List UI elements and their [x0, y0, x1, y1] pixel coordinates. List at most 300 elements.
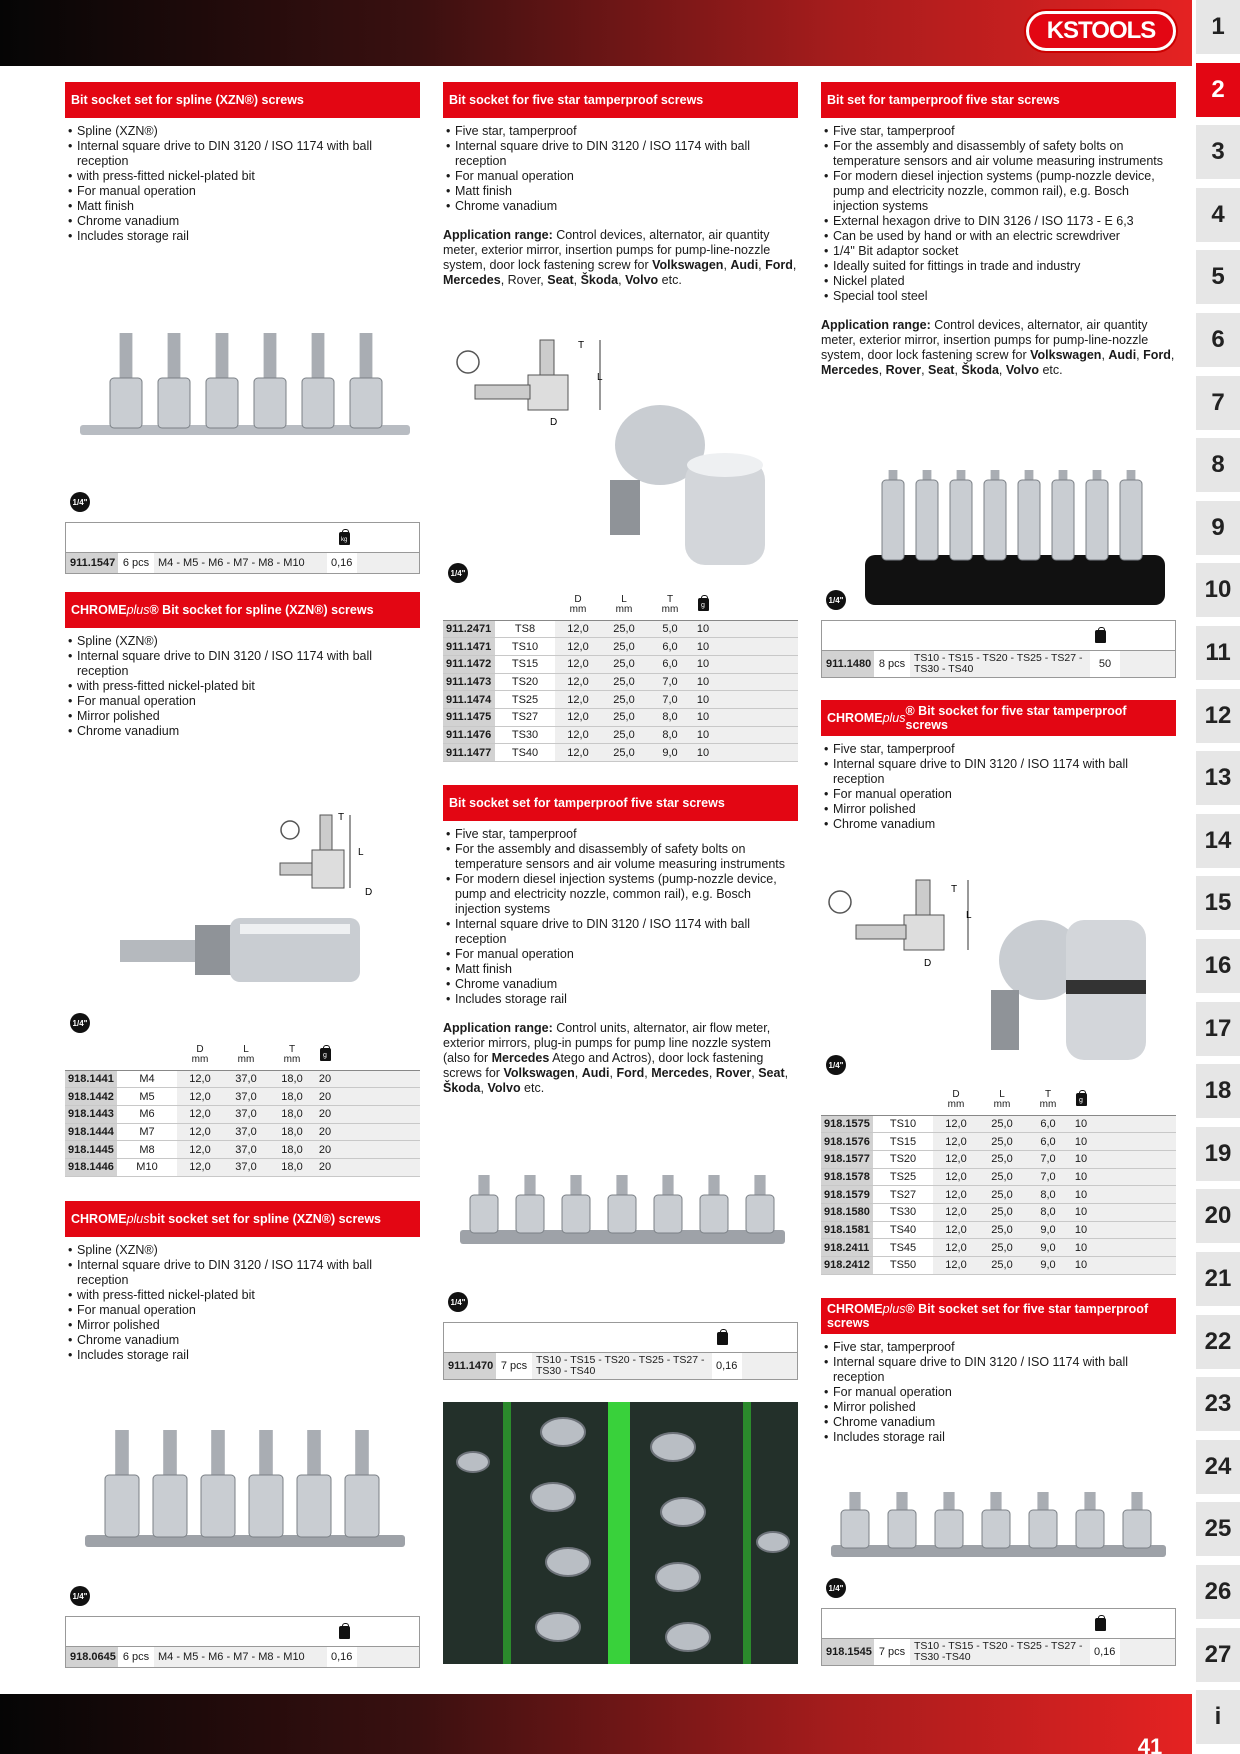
table-cell: 37,0	[223, 1088, 269, 1106]
feature-item: • For manual operation	[65, 694, 420, 709]
table-cell: 9,0	[1025, 1221, 1071, 1239]
socket-rail-illustration	[826, 1470, 1171, 1570]
table-cell: 10	[693, 620, 713, 638]
table-row	[821, 1168, 1176, 1186]
article-number: 918.2411	[821, 1239, 873, 1257]
table-cell: 25,0	[979, 1239, 1025, 1257]
feature-list	[821, 1340, 1176, 1445]
table-row	[821, 1115, 1176, 1133]
table-cell: M6	[117, 1105, 177, 1123]
bit-tip	[943, 1492, 954, 1510]
weight-value: 0,16	[331, 1651, 353, 1663]
feature-item: • For manual operation	[443, 169, 798, 184]
drive-size-badge: 1/4"	[826, 1578, 846, 1598]
piece-count: 6 pcs	[122, 1651, 150, 1663]
table-cell: 25,0	[601, 744, 647, 762]
table-cell: TS30	[873, 1203, 933, 1221]
chapter-tab-8[interactable]: 8	[1196, 438, 1240, 496]
table-row	[443, 673, 798, 691]
page-number: 41	[1137, 1734, 1163, 1754]
bit-tip	[990, 1492, 1001, 1510]
feature-item: • Spline (XZN®)	[65, 1243, 420, 1258]
socket	[950, 480, 972, 560]
chapter-tab-9[interactable]: 9	[1196, 501, 1240, 559]
socket	[158, 378, 190, 428]
text-fragment: ,	[708, 1066, 716, 1080]
drive-size-badge: 1/4"	[70, 1013, 90, 1033]
weight-g-icon: g	[1071, 1085, 1091, 1115]
table-row	[443, 726, 798, 744]
feature-item: • External hexagon drive to DIN 3126 / ISO 1173 - E 6,3	[821, 214, 1176, 229]
feature-item: • Spline (XZN®)	[65, 124, 420, 139]
table-cell: 25,0	[601, 655, 647, 673]
article-number: 918.1575	[821, 1115, 873, 1133]
product-chromeplus-five-star-set	[821, 1298, 1176, 1445]
brand-name: Volvo	[1005, 363, 1039, 377]
section-title: Bit socket set for tamperproof five star screws	[443, 785, 798, 821]
brand-name: Ford	[616, 1066, 645, 1080]
brand-name: Škoda	[443, 1081, 481, 1095]
chapter-tab-13[interactable]: 13	[1196, 751, 1240, 809]
table-cell: 7,0	[1025, 1150, 1071, 1168]
table-cell: 8,0	[647, 726, 693, 744]
bit-tip	[216, 333, 229, 378]
weight-g-icon	[1095, 630, 1106, 643]
sockets-on-rack-photo	[443, 1402, 798, 1664]
column-header: T mm	[1025, 1085, 1071, 1115]
feature-list	[443, 827, 798, 1007]
feature-item: • Chrome vanadium	[443, 977, 798, 992]
feature-item: • Five star, tamperproof	[821, 742, 1176, 757]
brand-name: Rover	[715, 1066, 752, 1080]
socket	[350, 378, 382, 428]
table-cell: 18,0	[269, 1141, 315, 1159]
table-cell: 20	[315, 1123, 335, 1141]
table-cell: 12,0	[933, 1115, 979, 1133]
feature-item: • Includes storage rail	[65, 1348, 420, 1363]
section-title: CHROME plus ® Bit socket for spline (XZN®) screws	[65, 592, 420, 628]
column-header: T mm	[269, 1040, 315, 1070]
article-number: 918.1580	[821, 1203, 873, 1221]
application-range: Application range: Control devices, alternator, air quantity meter, exterior mirror, insertion pumps for pump-line-nozzle system, door lock fastening screw for Volkswagen, Audi, Ford, Mercedes, Rover, Seat, Škoda, Volvo etc.	[821, 318, 1175, 377]
feature-item: • Internal square drive to DIN 3120 / ISO 1174 with ball reception	[443, 917, 798, 947]
chapter-tab-22[interactable]: 22	[1196, 1315, 1240, 1373]
table-cell: TS40	[873, 1221, 933, 1239]
feature-item: • For manual operation	[821, 1385, 1176, 1400]
table-cell: 12,0	[933, 1133, 979, 1151]
table-cell: 18,0	[269, 1088, 315, 1106]
table-cell: 25,0	[979, 1115, 1025, 1133]
product-chromeplus-five-star-socket	[821, 700, 1176, 832]
brand-name: Ford	[765, 258, 793, 272]
product-image-chromeplus-five-star-rail	[826, 1470, 1171, 1570]
product-chromeplus-spline-socket	[65, 592, 420, 739]
table-cell: 10	[1071, 1150, 1091, 1168]
bit-tip	[360, 333, 373, 378]
feature-item: • Five star, tamperproof	[821, 124, 1176, 139]
text-fragment: ,	[751, 1066, 759, 1080]
table-cell: 12,0	[555, 620, 601, 638]
feature-item: • Chrome vanadium	[821, 1415, 1176, 1430]
brand-name: Ford	[1143, 348, 1171, 362]
socket	[562, 1195, 590, 1233]
table-cell: TS10	[873, 1115, 933, 1133]
text-fragment: etc.	[520, 1081, 545, 1095]
feature-item: • Mirror polished	[65, 1318, 420, 1333]
table-cell: M4	[117, 1070, 177, 1088]
section-title: CHROME plus bit socket set for spline (XZN®) screws	[65, 1201, 420, 1237]
table-row	[65, 1141, 420, 1159]
table-cell: 12,0	[555, 744, 601, 762]
bit-tip	[923, 470, 932, 480]
table-row	[821, 1186, 1176, 1204]
bit-tip	[570, 1175, 581, 1195]
feature-item: • Matt finish	[443, 962, 798, 977]
table-cell: TS10	[495, 638, 555, 656]
table-cell: 7,0	[647, 673, 693, 691]
table-cell: 12,0	[555, 726, 601, 744]
brand-name: Volvo	[625, 273, 659, 287]
svg-text:D: D	[924, 958, 932, 969]
text-fragment: ,	[921, 363, 929, 377]
feature-item: • Spline (XZN®)	[65, 634, 420, 649]
table-cell: 12,0	[555, 708, 601, 726]
feature-item: • Includes storage rail	[443, 992, 798, 1007]
table-cell: 12,0	[177, 1088, 223, 1106]
column-header: D mm	[933, 1085, 979, 1115]
bit-tip	[1127, 470, 1136, 480]
section-title: Bit set for tamperproof five star screws	[821, 82, 1176, 118]
text-fragment: ,	[998, 363, 1006, 377]
table-cell: 9,0	[1025, 1239, 1071, 1257]
article-table-911-1470	[443, 1322, 798, 1380]
text-fragment: ,	[1136, 348, 1144, 362]
table-cell: 12,0	[177, 1105, 223, 1123]
bit-tip	[889, 470, 898, 480]
product-five-star-socket	[443, 82, 798, 288]
socket	[297, 1475, 331, 1537]
feature-item: • For manual operation	[65, 184, 420, 199]
text-fragment: etc.	[1038, 363, 1063, 377]
chapter-tab-14[interactable]: 14	[1196, 814, 1240, 872]
text-fragment: Atego and Actros), door lock fastening screws for	[443, 1051, 764, 1080]
bit-tip	[1025, 470, 1034, 480]
table-cell: 10	[1071, 1168, 1091, 1186]
text-fragment: ,	[878, 363, 886, 377]
table-cell: 20	[315, 1070, 335, 1088]
table-row	[443, 620, 798, 638]
application-range: Application range: Control devices, alternator, air quantity meter, exterior mirror, insertion pumps for pump-line-nozzle system, door lock fastening screw for Volkswagen, Audi, Ford, Mercedes, Rover, Seat, Škoda, Volvo etc.	[443, 228, 797, 287]
chapter-tab-6[interactable]: 6	[1196, 313, 1240, 371]
table-cell: 25,0	[979, 1186, 1025, 1204]
brand-name: Mercedes	[821, 363, 879, 377]
brand-name: Seat	[928, 363, 955, 377]
column-header: D mm	[555, 590, 601, 620]
table-cell: 10	[1071, 1257, 1091, 1275]
drive-size-badge: 1/4"	[70, 492, 90, 512]
svg-text:T: T	[338, 812, 345, 823]
weight-kg-icon	[717, 1332, 728, 1345]
brand-name: Volkswagen	[652, 258, 724, 272]
logo-text: KSTOOLS	[1046, 17, 1156, 44]
chapter-tab-24[interactable]: 24	[1196, 1440, 1240, 1498]
section-title: CHROMEplus® Bit socket set for five star tamperproof screws	[821, 1298, 1176, 1334]
text-fragment: ,	[480, 1081, 488, 1095]
feature-list	[821, 124, 1176, 304]
chapter-tab-11[interactable]: 11	[1196, 626, 1240, 684]
feature-item: • Internal square drive to DIN 3120 / ISO 1174 with ball reception	[65, 649, 420, 679]
weight-value: 50	[1098, 658, 1112, 670]
chapter-tab-15[interactable]: 15	[1196, 876, 1240, 934]
table-cell: TS40	[495, 744, 555, 762]
text-fragment: ,	[723, 258, 731, 272]
table-cell: 18,0	[269, 1123, 315, 1141]
product-spline-set	[65, 82, 420, 244]
feature-item: • Includes storage rail	[821, 1430, 1176, 1445]
feature-item: • with press-fitted nickel-plated bit	[65, 1288, 420, 1303]
text-fragment: ,	[574, 1066, 582, 1080]
feature-item: • Chrome vanadium	[443, 199, 798, 214]
weight-g-icon: g	[315, 1040, 335, 1070]
bit-tip	[1037, 1492, 1048, 1510]
table-cell: 12,0	[555, 691, 601, 709]
bit-tip	[1059, 470, 1068, 480]
article-number: 911.1477	[443, 744, 495, 762]
table-cell: 9,0	[1025, 1257, 1071, 1275]
feature-item: • For modern diesel injection systems (pump-nozzle device, pump and electricity nozzle, common rail), e.g. Bosch injection systems	[443, 872, 798, 917]
socket	[984, 480, 1006, 560]
feature-item: • For the assembly and disassembly of safety bolts on temperature sensors and air volume measuring instruments	[821, 139, 1176, 169]
brand-name: Seat	[758, 1066, 785, 1080]
table-cell: 25,0	[979, 1221, 1025, 1239]
article-number: 918.1576	[821, 1133, 873, 1151]
article-number: 918.1581	[821, 1221, 873, 1239]
drive-size-badge: 1/4"	[448, 563, 468, 583]
set-contents: TS10 - TS15 - TS20 - TS25 - TS27 - TS30 - TS40	[532, 1353, 712, 1379]
table-cell: 37,0	[223, 1123, 269, 1141]
feature-item: • Internal square drive to DIN 3120 / ISO 1174 with ball reception	[443, 139, 798, 169]
article-number: 918.1444	[65, 1123, 117, 1141]
product-image-five-star-socket	[450, 320, 795, 575]
feature-list	[443, 124, 798, 214]
brand-name: Audi	[1108, 348, 1137, 362]
chapter-tab-21[interactable]: 21	[1196, 1252, 1240, 1310]
socket	[841, 1510, 869, 1548]
socket	[110, 378, 142, 428]
bottom-banner	[0, 1694, 1192, 1754]
table-cell: M5	[117, 1088, 177, 1106]
socket	[700, 1195, 728, 1233]
table-cell: 12,0	[177, 1158, 223, 1176]
table-cell: 10	[1071, 1133, 1091, 1151]
feature-item: • Special tool steel	[821, 289, 1176, 304]
feature-item: • Mirror polished	[821, 802, 1176, 817]
table-cell: 10	[693, 673, 713, 691]
svg-text:T: T	[951, 884, 958, 895]
feature-item: • Matt finish	[65, 199, 420, 214]
table-cell: M8	[117, 1141, 177, 1159]
drive-size-badge: 1/4"	[70, 1586, 90, 1606]
text-fragment: ,	[954, 363, 962, 377]
table-cell: 20	[315, 1141, 335, 1159]
article-number: 911.1475	[443, 708, 495, 726]
article-table-918-0645	[65, 1616, 420, 1668]
article-number: 918.1441	[65, 1070, 117, 1088]
socket	[249, 1475, 283, 1537]
chapter-tab-12[interactable]: 12	[1196, 689, 1240, 747]
section-title: Bit socket set for spline (XZN®) screws	[65, 82, 420, 118]
bit-tip	[708, 1175, 719, 1195]
article-number: 918.1446	[65, 1158, 117, 1176]
product-photo-production	[443, 1402, 798, 1664]
chapter-tab-1[interactable]: 1	[1196, 0, 1240, 58]
table-cell: 10	[693, 691, 713, 709]
feature-item: • Chrome vanadium	[821, 817, 1176, 832]
table-cell: 12,0	[933, 1257, 979, 1275]
text-fragment: ,	[644, 1066, 652, 1080]
table-row	[821, 1239, 1176, 1257]
bit-tip	[1093, 470, 1102, 480]
article-number: 911.1473	[443, 673, 495, 691]
piece-count: 7 pcs	[878, 1646, 906, 1658]
feature-item: • Includes storage rail	[65, 229, 420, 244]
article-number: 911.1476	[443, 726, 495, 744]
chapter-tab-2[interactable]: 2	[1196, 63, 1240, 121]
chapter-tab-7[interactable]: 7	[1196, 376, 1240, 434]
article-table-911-147x	[443, 590, 798, 762]
feature-list	[65, 634, 420, 739]
set-contents: TS10 - TS15 - TS20 - TS25 - TS27 - TS30 -TS40	[910, 1639, 1090, 1665]
bit-tip	[259, 1430, 273, 1475]
socket	[153, 1475, 187, 1537]
table-cell: 37,0	[223, 1141, 269, 1159]
bit-tip	[115, 1430, 129, 1475]
bit-tip	[754, 1175, 765, 1195]
feature-item: • For the assembly and disassembly of safety bolts on temperature sensors and air volume measuring instruments	[443, 842, 798, 872]
chapter-tab-3[interactable]: 3	[1196, 125, 1240, 183]
bit-tip	[1131, 1492, 1142, 1510]
article-table-918-15xx	[821, 1085, 1176, 1275]
bit-tip	[662, 1175, 673, 1195]
table-cell: 12,0	[177, 1123, 223, 1141]
chapter-tab-19[interactable]: 19	[1196, 1127, 1240, 1185]
table-row	[443, 708, 798, 726]
chapter-tab-5[interactable]: 5	[1196, 250, 1240, 308]
product-image-spline-socket	[100, 790, 420, 1005]
article-number: 911.1471	[443, 638, 495, 656]
table-cell: 9,0	[647, 744, 693, 762]
feature-item: • For manual operation	[821, 787, 1176, 802]
table-cell: TS30	[495, 726, 555, 744]
svg-text:L: L	[358, 847, 364, 858]
article-number: 918.1579	[821, 1186, 873, 1204]
chapter-tab-10[interactable]: 10	[1196, 563, 1240, 621]
table-cell: 25,0	[601, 691, 647, 709]
table-cell: 10	[693, 726, 713, 744]
table-cell: 7,0	[647, 691, 693, 709]
text-fragment: , Rover,	[500, 273, 548, 287]
socket-drawing	[100, 790, 420, 1005]
product-chromeplus-spline-set	[65, 1201, 420, 1363]
chapter-tab-20[interactable]: 20	[1196, 1189, 1240, 1247]
socket-rail-illustration	[70, 300, 415, 460]
article-number: 918.1445	[65, 1141, 117, 1159]
chapter-tab-16[interactable]: 16	[1196, 939, 1240, 997]
table-cell: 12,0	[555, 638, 601, 656]
article-table-918-1545	[821, 1608, 1176, 1666]
bit-tip	[1084, 1492, 1095, 1510]
brand-name: Škoda	[580, 273, 619, 287]
feature-item: • Internal square drive to DIN 3120 / ISO 1174 with ball reception	[821, 757, 1176, 787]
chapter-tab-25[interactable]: 25	[1196, 1502, 1240, 1560]
feature-item: • Can be used by hand or with an electric screwdriver	[821, 229, 1176, 244]
weight-kg-icon	[1095, 1618, 1106, 1631]
socket	[746, 1195, 774, 1233]
feature-item: • Five star, tamperproof	[821, 1340, 1176, 1355]
column-header: L mm	[601, 590, 647, 620]
table-cell: 6,0	[647, 638, 693, 656]
chapter-tabs	[1196, 0, 1240, 1754]
table-row	[443, 638, 798, 656]
svg-text:D: D	[550, 417, 558, 428]
table-cell: TS15	[873, 1133, 933, 1151]
socket-drawing	[450, 320, 795, 575]
chapter-tab-17[interactable]: 17	[1196, 1002, 1240, 1060]
chapter-tab-27[interactable]: 27	[1196, 1628, 1240, 1686]
table-cell: TS27	[873, 1186, 933, 1204]
chapter-tab-4[interactable]: 4	[1196, 188, 1240, 246]
text-fragment: ,	[792, 258, 797, 272]
socket	[1052, 480, 1074, 560]
table-cell: 10	[1071, 1221, 1091, 1239]
article-number: 918.1578	[821, 1168, 873, 1186]
bit-tip	[957, 470, 966, 480]
table-row	[65, 1105, 420, 1123]
feature-list	[821, 742, 1176, 832]
brand-name: Mercedes	[443, 273, 501, 287]
table-cell: 12,0	[555, 655, 601, 673]
table-cell: 8,0	[647, 708, 693, 726]
brand-name: Volvo	[487, 1081, 521, 1095]
piece-count: 6 pcs	[122, 557, 150, 569]
socket	[105, 1475, 139, 1537]
chapter-tab-26[interactable]: 26	[1196, 1565, 1240, 1623]
table-cell: 25,0	[601, 708, 647, 726]
table-cell: TS20	[873, 1150, 933, 1168]
feature-item: • with press-fitted nickel-plated bit	[65, 169, 420, 184]
article-number: 918.1545	[822, 1639, 874, 1665]
weight-value: 0,16	[716, 1360, 738, 1372]
article-number: 911.1470	[444, 1353, 496, 1379]
svg-text:D: D	[365, 887, 373, 898]
socket-rail-illustration	[455, 1160, 790, 1270]
table-cell: 25,0	[601, 638, 647, 656]
chapter-tab-18[interactable]: 18	[1196, 1064, 1240, 1122]
table-cell: 12,0	[933, 1203, 979, 1221]
feature-item: • Nickel plated	[821, 274, 1176, 289]
chapter-tab-23[interactable]: 23	[1196, 1377, 1240, 1435]
feature-item: • Ideally suited for fittings in trade and industry	[821, 259, 1176, 274]
svg-text:L: L	[966, 910, 972, 921]
article-number: 918.1442	[65, 1088, 117, 1106]
bit-tip	[355, 1430, 369, 1475]
chapter-tab-i[interactable]: i	[1196, 1690, 1240, 1748]
top-banner	[0, 0, 1192, 66]
socket	[888, 1510, 916, 1548]
text-fragment: ,	[784, 1066, 789, 1080]
socket	[254, 378, 286, 428]
unit-kg: kg	[341, 537, 348, 543]
